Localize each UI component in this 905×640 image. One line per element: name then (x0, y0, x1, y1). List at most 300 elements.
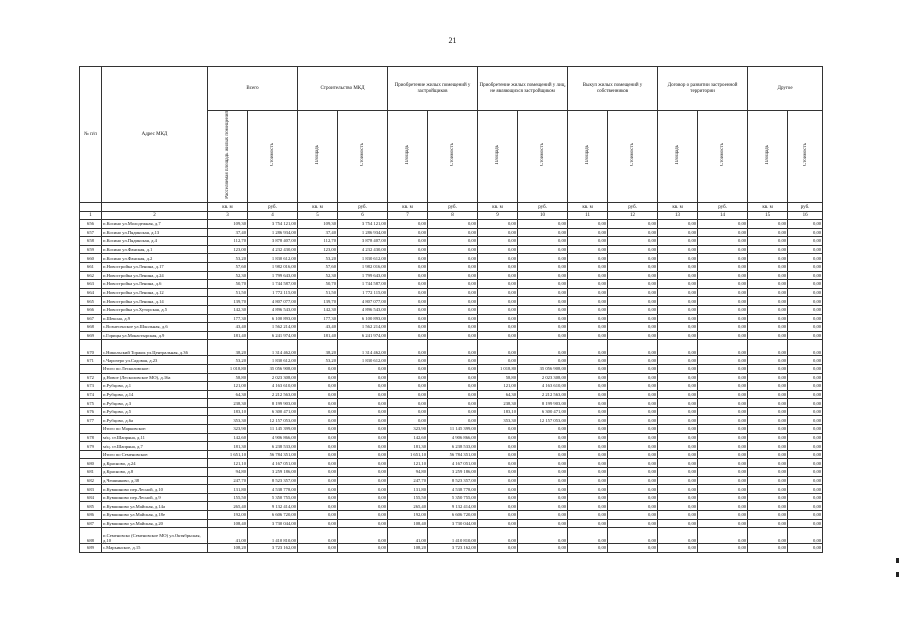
area-cell: 38,20 (208, 340, 248, 356)
area-cell: 53,20 (208, 254, 248, 263)
table-row (80, 382, 823, 391)
area-cell: 0,00 (748, 340, 788, 356)
area-cell: 0,00 (658, 280, 698, 289)
area-cell: 109,30 (298, 220, 338, 229)
cost-cell: 2 212 563,00 (518, 390, 568, 399)
area-cell: 265,40 (388, 502, 428, 511)
area-cell: 0,00 (298, 442, 338, 451)
cost-cell: 4 163 610,00 (518, 382, 568, 391)
area-cell: 0,00 (658, 544, 698, 553)
cost-cell: 0,00 (698, 271, 748, 280)
area-cell: 0,00 (658, 476, 698, 485)
area-cell: 0,00 (748, 356, 788, 365)
area-cell: 0,00 (658, 450, 698, 459)
row-address: п.Кувшиново ул.Майская, д.14а (102, 502, 208, 511)
row-address: п.Новостройка ул.Ленина, д.17 (102, 262, 208, 271)
area-cell: 0,00 (568, 382, 608, 391)
area-cell: 0,00 (658, 297, 698, 306)
column-number: 9 (478, 212, 518, 220)
cost-cell: 1 830 612,00 (248, 254, 298, 263)
area-cell: 0,00 (568, 228, 608, 237)
area-cell: 0,00 (748, 493, 788, 502)
area-cell: 0,00 (658, 356, 698, 365)
row-address: п.Новостройка ул.Ленина, д.24 (102, 271, 208, 280)
area-cell: 247,70 (388, 476, 428, 485)
cost-cell: 12 157 053,00 (518, 416, 568, 425)
row-address: п.Кувшиново пер.Лесной, д.10 (102, 485, 208, 494)
row-address: п.Рубцово, д.3 (102, 399, 208, 408)
cost-cell: 0,00 (788, 493, 823, 502)
table-row (80, 544, 823, 553)
area-cell: 0,00 (658, 331, 698, 340)
area-cell: 0,00 (478, 356, 518, 365)
area-cell: 0,00 (658, 220, 698, 229)
row-number (80, 450, 102, 459)
area-cell: 0,00 (478, 528, 518, 544)
area-cell: 0,00 (568, 493, 608, 502)
cost-cell: 0,00 (788, 442, 823, 451)
cost-cell: 6 241 974,00 (338, 331, 388, 340)
cost-cell: 1 830 612,00 (248, 356, 298, 365)
cost-cell: 0,00 (338, 528, 388, 544)
area-cell: 0,00 (568, 459, 608, 468)
header-cost: Стоимость (788, 111, 823, 203)
cost-cell: 3 730 044,00 (248, 519, 298, 528)
row-number: 680 (80, 459, 102, 468)
area-cell: 0,00 (388, 390, 428, 399)
area-cell: 121,00 (478, 382, 518, 391)
cost-cell: 0,00 (698, 262, 748, 271)
area-cell: 0,00 (298, 468, 338, 477)
area-cell: 0,00 (478, 228, 518, 237)
cost-cell: 0,00 (608, 373, 658, 382)
row-address: п.Кувшиново пер.Лесной, д.9 (102, 493, 208, 502)
cost-cell: 0,00 (788, 340, 823, 356)
cost-cell: 0,00 (518, 245, 568, 254)
cost-cell: 0,00 (338, 399, 388, 408)
column-number: 3 (208, 212, 248, 220)
area-cell: 0,00 (748, 305, 788, 314)
cost-cell: 4 167 051,00 (428, 459, 478, 468)
row-number: 668 (80, 323, 102, 332)
table-row (80, 228, 823, 237)
area-cell: 0,00 (388, 305, 428, 314)
area-cell: 1 018,80 (478, 364, 518, 373)
area-cell: 41,00 (388, 528, 428, 544)
area-cell: 0,00 (478, 468, 518, 477)
cost-cell: 1 286 934,00 (338, 228, 388, 237)
area-cell: 0,00 (568, 511, 608, 520)
area-cell: 0,00 (388, 373, 428, 382)
table-row (80, 280, 823, 289)
unit-cell: кв. м (568, 203, 608, 212)
table-row (80, 399, 823, 408)
area-cell: 0,00 (748, 373, 788, 382)
cost-cell: 1 314 462,00 (338, 340, 388, 356)
cost-cell: 0,00 (608, 314, 658, 323)
area-cell: 0,00 (568, 502, 608, 511)
area-cell: 177,30 (208, 314, 248, 323)
header-area: Площадь (658, 111, 698, 203)
row-number: 675 (80, 399, 102, 408)
area-cell: 51,50 (298, 288, 338, 297)
area-cell: 0,00 (298, 382, 338, 391)
row-address: п.Косино ул.Молодежная, д.7 (102, 220, 208, 229)
area-cell: 0,00 (748, 297, 788, 306)
cost-cell: 4 167 051,00 (248, 459, 298, 468)
area-cell: 0,00 (478, 254, 518, 263)
area-cell: 112,70 (208, 237, 248, 246)
cost-cell: 56 784 351,00 (248, 450, 298, 459)
cost-cell: 0,00 (788, 416, 823, 425)
area-cell: 0,00 (658, 382, 698, 391)
area-cell: 0,00 (388, 228, 428, 237)
column-number: 14 (698, 212, 748, 220)
column-number: 5 (298, 212, 338, 220)
cost-cell: 0,00 (428, 280, 478, 289)
cost-cell: 0,00 (518, 280, 568, 289)
row-number: 659 (80, 245, 102, 254)
cost-cell: 0,00 (338, 519, 388, 528)
cost-cell: 0,00 (788, 399, 823, 408)
area-cell: 0,00 (568, 331, 608, 340)
cost-cell: 1 410 810,00 (428, 528, 478, 544)
area-cell: 0,00 (748, 399, 788, 408)
table-row (80, 476, 823, 485)
cost-cell: 0,00 (788, 228, 823, 237)
area-cell: 0,00 (568, 433, 608, 442)
area-cell: 0,00 (568, 485, 608, 494)
area-cell: 53,20 (298, 254, 338, 263)
area-cell: 0,00 (748, 288, 788, 297)
cost-cell: 6 300 471,00 (518, 407, 568, 416)
cost-cell: 5 350 755,00 (428, 493, 478, 502)
cost-cell: 0,00 (788, 528, 823, 544)
area-cell: 0,00 (748, 314, 788, 323)
cost-cell: 0,00 (698, 364, 748, 373)
header-area: Площадь (748, 111, 788, 203)
cost-cell: 0,00 (338, 459, 388, 468)
cost-cell: 3 723 162,00 (248, 544, 298, 553)
row-address: м/ц. ст.Шапряна, д.11 (102, 433, 208, 442)
area-cell: 0,00 (658, 271, 698, 280)
area-cell: 0,00 (658, 425, 698, 434)
cost-cell: 0,00 (788, 323, 823, 332)
area-cell: 0,00 (748, 254, 788, 263)
unit-cell: кв. м (748, 203, 788, 212)
area-cell: 0,00 (298, 450, 338, 459)
area-cell: 0,00 (658, 442, 698, 451)
column-number: 13 (658, 212, 698, 220)
area-cell: 181,30 (208, 442, 248, 451)
area-cell: 181,40 (298, 331, 338, 340)
cost-cell: 0,00 (608, 468, 658, 477)
area-cell: 0,00 (298, 476, 338, 485)
cost-cell: 0,00 (698, 314, 748, 323)
cost-cell: 0,00 (518, 297, 568, 306)
cost-cell: 1 744 587,00 (338, 280, 388, 289)
cost-cell: 0,00 (338, 544, 388, 553)
cost-cell: 0,00 (788, 262, 823, 271)
cost-cell: 0,00 (608, 416, 658, 425)
area-cell: 0,00 (748, 364, 788, 373)
area-cell: 0,00 (658, 228, 698, 237)
cost-cell: 0,00 (518, 493, 568, 502)
cost-cell: 0,00 (428, 271, 478, 280)
area-cell: 38,20 (298, 340, 338, 356)
row-number: 683 (80, 485, 102, 494)
area-cell: 58,80 (478, 373, 518, 382)
row-number: 688 (80, 528, 102, 544)
row-number: 667 (80, 314, 102, 323)
area-cell: 64,30 (478, 390, 518, 399)
area-cell: 0,00 (748, 485, 788, 494)
column-number: 7 (388, 212, 428, 220)
table-row (80, 245, 823, 254)
area-cell: 43,40 (208, 323, 248, 332)
area-cell: 0,00 (748, 459, 788, 468)
area-cell: 0,00 (478, 288, 518, 297)
area-cell: 0,00 (568, 288, 608, 297)
area-cell: 0,00 (478, 245, 518, 254)
table-row (80, 502, 823, 511)
area-cell: 238,30 (208, 399, 248, 408)
area-cell: 0,00 (298, 425, 338, 434)
unit-cell: кв. м (298, 203, 338, 212)
row-number: 679 (80, 442, 102, 451)
area-cell: 0,00 (388, 323, 428, 332)
area-cell: 0,00 (298, 390, 338, 399)
cost-cell: 0,00 (428, 228, 478, 237)
area-cell: 0,00 (568, 262, 608, 271)
row-number: 685 (80, 502, 102, 511)
area-cell: 0,00 (748, 450, 788, 459)
cost-cell: 0,00 (698, 382, 748, 391)
cost-cell: 0,00 (518, 476, 568, 485)
cost-cell: 1 799 643,00 (338, 271, 388, 280)
cost-cell: 0,00 (788, 544, 823, 553)
cost-cell: 11 145 399,00 (248, 425, 298, 434)
area-cell: 0,00 (568, 271, 608, 280)
cost-cell: 0,00 (698, 407, 748, 416)
cost-cell: 0,00 (518, 425, 568, 434)
cost-cell: 0,00 (788, 485, 823, 494)
cost-cell: 0,00 (608, 271, 658, 280)
area-cell: 0,00 (658, 528, 698, 544)
cost-cell: 0,00 (338, 390, 388, 399)
cost-cell: 0,00 (788, 476, 823, 485)
cost-cell: 8 523 357,00 (248, 476, 298, 485)
row-number: 665 (80, 297, 102, 306)
cost-cell: 0,00 (608, 262, 658, 271)
cost-cell: 0,00 (608, 254, 658, 263)
cost-cell: 1 830 612,00 (338, 356, 388, 365)
cost-cell: 4 807 077,00 (338, 297, 388, 306)
cost-cell: 6 241 974,00 (248, 331, 298, 340)
cost-cell: 0,00 (698, 416, 748, 425)
cost-cell: 0,00 (428, 364, 478, 373)
table-row (80, 254, 823, 263)
subtotal-row (80, 425, 823, 434)
area-cell: 0,00 (388, 237, 428, 246)
cost-cell: 4 232 430,00 (248, 245, 298, 254)
header-group-developers: Приобретение жилых помещений у застройщиков (388, 67, 478, 111)
column-numbers-row (80, 212, 823, 220)
row-number: 662 (80, 271, 102, 280)
cost-cell: 6 300 471,00 (248, 407, 298, 416)
area-cell: 41,00 (208, 528, 248, 544)
cost-cell: 0,00 (518, 450, 568, 459)
area-cell: 43,40 (298, 323, 338, 332)
area-cell: 192,00 (208, 511, 248, 520)
area-cell: 247,70 (208, 476, 248, 485)
area-cell: 0,00 (568, 476, 608, 485)
cost-cell: 4 538 778,00 (428, 485, 478, 494)
table-row (80, 442, 823, 451)
row-address: Итого по Марковское: (102, 425, 208, 434)
cost-cell: 0,00 (428, 297, 478, 306)
area-cell: 0,00 (388, 356, 428, 365)
area-cell: 121,00 (208, 382, 248, 391)
area-cell: 0,00 (748, 237, 788, 246)
cost-cell: 4 163 610,00 (248, 382, 298, 391)
area-cell: 0,00 (748, 433, 788, 442)
cost-cell: 11 145 399,00 (428, 425, 478, 434)
cost-cell: 0,00 (428, 416, 478, 425)
cost-cell: 2 212 563,00 (248, 390, 298, 399)
column-number: 16 (788, 212, 823, 220)
cost-cell: 0,00 (338, 364, 388, 373)
area-cell: 265,40 (208, 502, 248, 511)
cost-cell: 0,00 (608, 528, 658, 544)
area-cell: 53,20 (298, 356, 338, 365)
cost-cell: 0,00 (608, 476, 658, 485)
cost-cell: 0,00 (518, 323, 568, 332)
cost-cell: 0,00 (608, 519, 658, 528)
cost-cell: 6 100 893,00 (338, 314, 388, 323)
area-cell: 353,30 (208, 416, 248, 425)
table-row (80, 468, 823, 477)
cost-cell: 0,00 (698, 323, 748, 332)
area-cell: 0,00 (298, 373, 338, 382)
area-cell: 0,00 (568, 297, 608, 306)
cost-cell: 0,00 (518, 511, 568, 520)
unit-cell: руб. (248, 203, 298, 212)
area-cell: 123,00 (298, 245, 338, 254)
area-cell: 323,90 (208, 425, 248, 434)
area-cell: 0,00 (478, 425, 518, 434)
cost-cell: 0,00 (338, 416, 388, 425)
cost-cell: 0,00 (698, 433, 748, 442)
area-cell: 0,00 (568, 364, 608, 373)
cost-cell: 4 906 866,00 (248, 433, 298, 442)
area-cell: 0,00 (298, 528, 338, 544)
area-cell: 108,40 (388, 519, 428, 528)
area-cell: 0,00 (388, 297, 428, 306)
area-cell: 0,00 (298, 459, 338, 468)
unit-cell: руб. (518, 203, 568, 212)
cost-cell: 0,00 (338, 382, 388, 391)
area-cell: 0,00 (478, 237, 518, 246)
area-cell: 0,00 (748, 511, 788, 520)
area-cell: 121,10 (388, 459, 428, 468)
area-cell: 108,20 (388, 544, 428, 553)
cost-cell: 0,00 (788, 382, 823, 391)
unit-cell: кв. м (208, 203, 248, 212)
header-group-buyout: Выкуп жилых помещений у собственников (568, 67, 658, 111)
header-area: Площадь (388, 111, 428, 203)
row-address: д.Красново, д.24 (102, 459, 208, 468)
row-address: д.Красново, д.8 (102, 468, 208, 477)
units-row (80, 203, 823, 212)
area-cell: 0,00 (748, 544, 788, 553)
row-address: п.Новостройка ул.Ленина, д.12 (102, 288, 208, 297)
area-cell: 0,00 (658, 323, 698, 332)
cost-cell: 0,00 (788, 502, 823, 511)
row-number: 673 (80, 382, 102, 391)
cost-cell: 9 132 414,00 (248, 502, 298, 511)
header-group-total: Всего (208, 67, 298, 111)
area-cell: 0,00 (658, 399, 698, 408)
area-cell: 0,00 (748, 416, 788, 425)
area-cell: 131,80 (208, 485, 248, 494)
cost-cell: 6 100 893,00 (248, 314, 298, 323)
row-address: п.Шексна, д.9 (102, 314, 208, 323)
cost-cell: 1 286 934,00 (248, 228, 298, 237)
area-cell: 0,00 (748, 425, 788, 434)
cost-cell: 0,00 (698, 297, 748, 306)
area-cell: 0,00 (658, 519, 698, 528)
area-cell: 142,30 (208, 305, 248, 314)
cost-cell: 0,00 (608, 237, 658, 246)
area-cell: 0,00 (658, 468, 698, 477)
cost-cell: 0,00 (518, 228, 568, 237)
cost-cell: 3 259 186,00 (248, 468, 298, 477)
area-cell: 0,00 (388, 340, 428, 356)
area-cell: 0,00 (478, 271, 518, 280)
cost-cell: 8 199 903,00 (248, 399, 298, 408)
area-cell: 0,00 (748, 228, 788, 237)
table-row (80, 331, 823, 340)
cost-cell: 3 259 186,00 (428, 468, 478, 477)
cost-cell: 0,00 (788, 519, 823, 528)
area-cell: 0,00 (388, 407, 428, 416)
cost-cell: 0,00 (518, 544, 568, 553)
row-number: 678 (80, 433, 102, 442)
row-address: Итого по Лесколовское: (102, 364, 208, 373)
header-cost: Стоимость (428, 111, 478, 203)
cost-cell: 0,00 (428, 382, 478, 391)
cost-cell: 0,00 (518, 468, 568, 477)
area-cell: 37,40 (298, 228, 338, 237)
cost-cell: 0,00 (788, 271, 823, 280)
cost-cell: 0,00 (608, 228, 658, 237)
area-cell: 0,00 (298, 502, 338, 511)
row-address: п.Новостройка ул.Хуторская, д.5 (102, 305, 208, 314)
row-address: п.Рубцово, д.1 (102, 382, 208, 391)
unit-cell: кв. м (658, 203, 698, 212)
cost-cell: 0,00 (698, 519, 748, 528)
header-group-non-developers: Приобретение жилых помещений у лиц, не являющихся застройщиком (478, 67, 568, 111)
cost-cell: 0,00 (518, 356, 568, 365)
cost-cell: 0,00 (608, 288, 658, 297)
table-row (80, 323, 823, 332)
table-row (80, 356, 823, 365)
cost-cell: 0,00 (428, 407, 478, 416)
area-cell: 0,00 (748, 390, 788, 399)
cost-cell: 4 896 543,00 (248, 305, 298, 314)
cost-cell: 8 199 903,00 (518, 399, 568, 408)
